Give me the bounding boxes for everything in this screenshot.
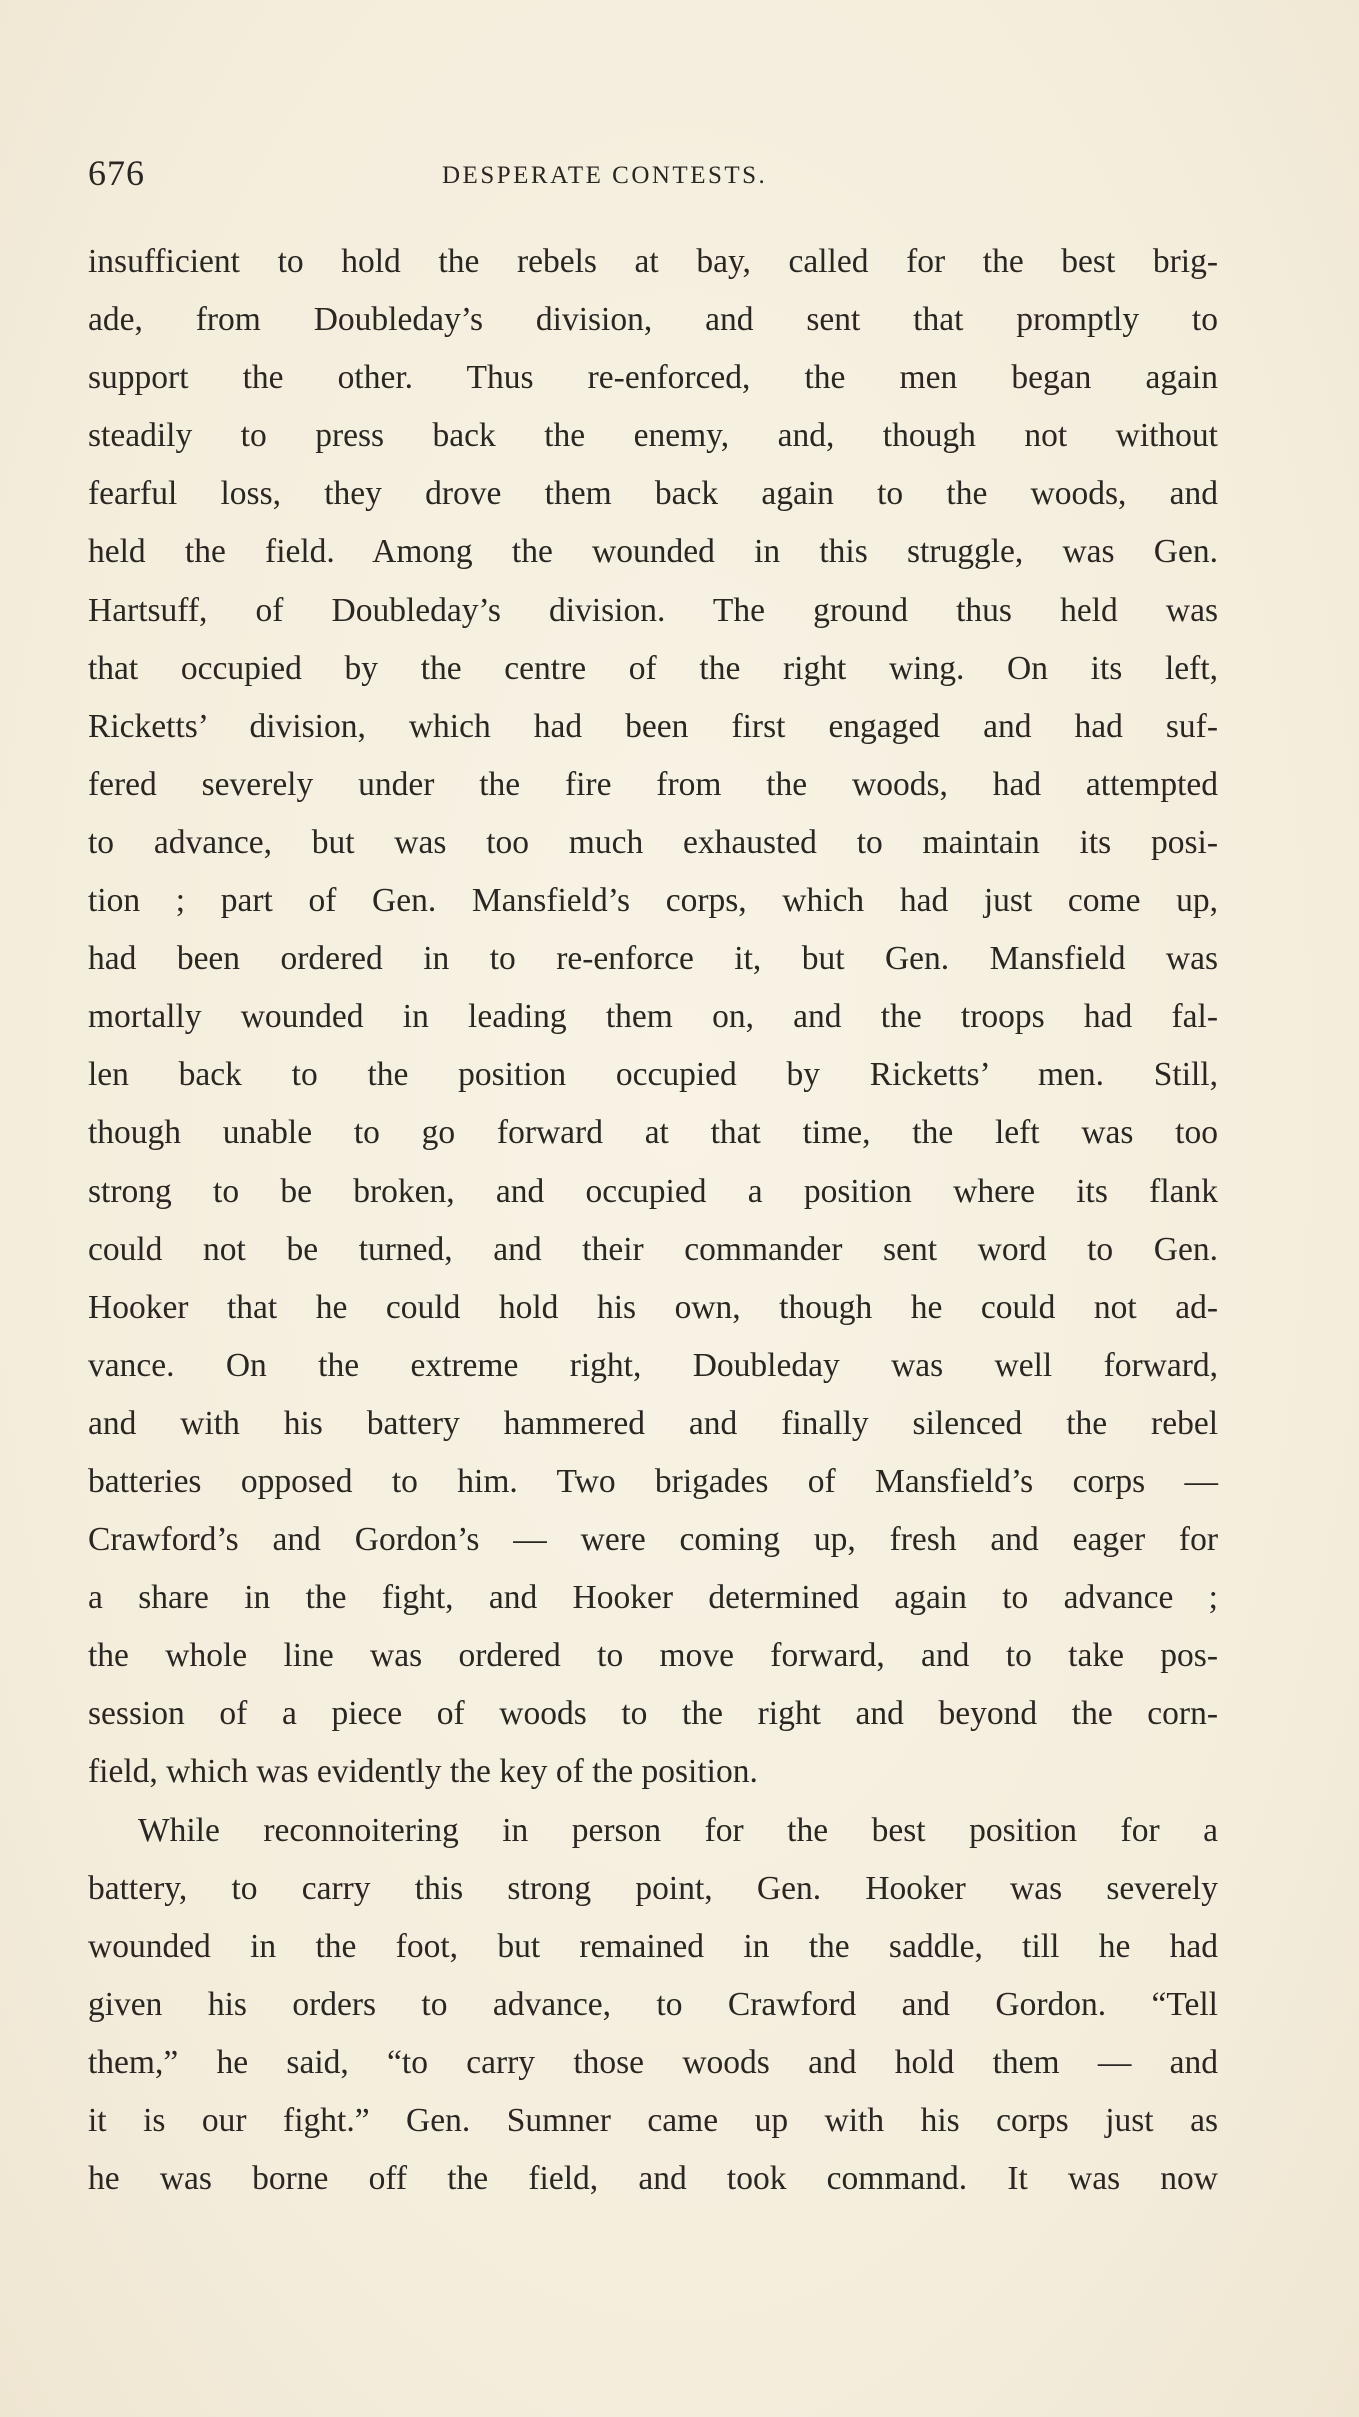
text-line: tion ; part of Gen. Mansfield’s corps, which had just come up,: [88, 882, 1218, 920]
text-line: len back to the position occupied by Ricketts’ men. Still,: [88, 1056, 1218, 1094]
text-line: to advance, but was too much exhausted to maintain its posi-: [88, 823, 1218, 861]
text-line: support the other. Thus re-enforced, the men began again: [88, 359, 1218, 397]
text-line: steadily to press back the enemy, and, though not without: [88, 417, 1218, 455]
text-line: strong to be broken, and occupied a position where its flank: [88, 1172, 1218, 1210]
text-line: he was borne off the field, and took command. It was now: [88, 2160, 1218, 2198]
page-number: 676: [88, 153, 145, 193]
text-line: mortally wounded in leading them on, and the troops had fal-: [88, 998, 1218, 1036]
text-line: fered severely under the fire from the woods, had attempted: [88, 765, 1218, 803]
text-line: it is our fight.” Gen. Sumner came up with his corps just as: [88, 2102, 1218, 2139]
text-line: and with his battery hammered and finally silenced the rebel: [88, 1404, 1218, 1442]
paragraph-end-line: field, which was evidently the key of the position.: [88, 1753, 758, 1791]
text-line: had been ordered in to re-enforce it, but Gen. Mansfield was: [88, 940, 1218, 978]
body-text: [88, 233, 1218, 2208]
text-line: Hartsuff, of Doubleday’s division. The ground thus held was: [88, 591, 1218, 629]
text-line: them,” he said, “to carry those woods and hold them — and: [88, 2043, 1218, 2081]
text-line: session of a piece of woods to the right and beyond the corn-: [88, 1695, 1218, 1733]
text-line: that occupied by the centre of the right wing. On its left,: [88, 649, 1218, 687]
text-line: the whole line was ordered to move forward, and to take pos-: [88, 1637, 1218, 1675]
text-line: Crawford’s and Gordon’s — were coming up, fresh and eager for: [88, 1521, 1218, 1559]
text-line: ade, from Doubleday’s division, and sent that promptly to: [88, 301, 1218, 339]
text-line: Hooker that he could hold his own, though he could not ad-: [88, 1288, 1218, 1326]
text-line: a share in the fight, and Hooker determined again to advance ;: [88, 1579, 1218, 1617]
text-line: held the field. Among the wounded in this struggle, was Gen.: [88, 533, 1218, 571]
text-line: could not be turned, and their commander sent word to Gen.: [88, 1230, 1218, 1268]
text-line: vance. On the extreme right, Doubleday was well forward,: [88, 1346, 1218, 1384]
paragraph-start-line: While reconnoitering in person for the best position for a: [138, 1811, 1218, 1849]
text-line: wounded in the foot, but remained in the saddle, till he had: [88, 1927, 1218, 1965]
text-line: given his orders to advance, to Crawford and Gordon. “Tell: [88, 1985, 1218, 2023]
text-line: fearful loss, they drove them back again to the woods, and: [88, 475, 1218, 513]
text-line: batteries opposed to him. Two brigades of Mansfield’s corps —: [88, 1462, 1218, 1500]
text-line: insufficient to hold the rebels at bay, called for the best brig-: [88, 243, 1218, 280]
text-line: battery, to carry this strong point, Gen. Hooker was severely: [88, 1869, 1218, 1907]
running-head: DESPERATE CONTESTS.: [442, 162, 768, 189]
text-line: Ricketts’ division, which had been first engaged and had suf-: [88, 707, 1218, 745]
page-header: [88, 152, 1218, 202]
text-line: though unable to go forward at that time, the left was too: [88, 1114, 1218, 1152]
